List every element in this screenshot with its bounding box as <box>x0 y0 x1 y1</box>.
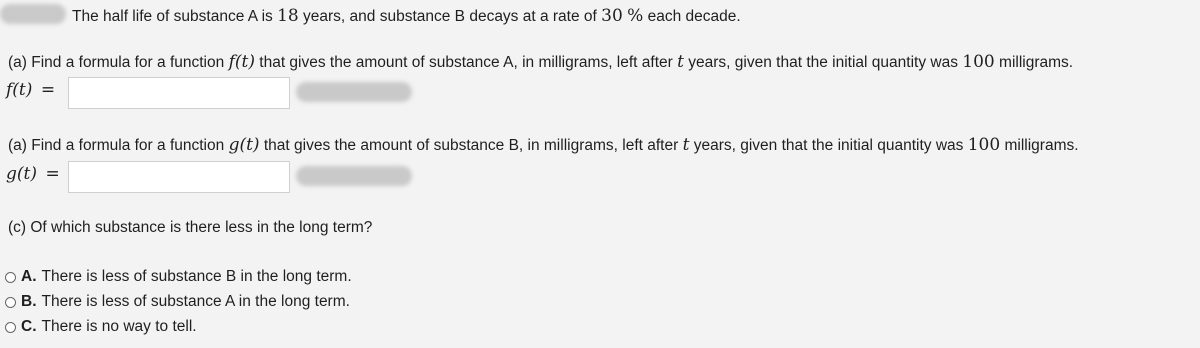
equals-sign: = <box>45 164 60 184</box>
part-a-text-2: that gives the amount of substance A, in milligrams, left after <box>259 54 673 71</box>
option-text: There is less of substance B in the long term. <box>41 268 352 285</box>
redacted-b <box>296 166 412 186</box>
equals-sign: = <box>40 80 56 100</box>
option-letter: A. <box>21 268 37 285</box>
half-life-value: 18 <box>277 6 299 26</box>
option-letter: C. <box>21 318 37 335</box>
part-b-text-3: years, given that the initial quantity was <box>693 137 964 154</box>
part-a-text-1: (a) Find a formula for a function <box>8 54 225 71</box>
part-a-unit: milligrams. <box>999 54 1074 71</box>
g-of-t-label: g(t) <box>6 164 37 184</box>
part-a-quantity: 100 <box>962 52 995 72</box>
part-b-text-2: that gives the amount of substance B, in milligrams, left after <box>263 137 679 154</box>
decay-rate-value: 30 <box>601 6 623 26</box>
radio-option-b[interactable] <box>5 297 16 308</box>
part-a-answer-label <box>6 80 55 100</box>
f-of-t-label: f(t) <box>6 80 33 100</box>
part-b-question <box>8 135 1079 155</box>
redacted-question-number <box>0 4 66 24</box>
option-a[interactable] <box>5 268 352 286</box>
part-b-quantity: 100 <box>967 135 1001 155</box>
part-b-variable: t <box>682 135 690 155</box>
part-b-answer-label <box>6 164 60 184</box>
part-a-function: f(t) <box>228 52 255 72</box>
part-a-question <box>8 52 1073 72</box>
option-text: There is less of substance A in the long term. <box>41 293 350 310</box>
option-text: There is no way to tell. <box>41 318 197 335</box>
part-a-text-3: years, given that the initial quantity was <box>688 54 958 71</box>
intro-text-1: The half life of substance A is <box>72 8 273 25</box>
option-b[interactable] <box>5 293 350 311</box>
radio-option-c[interactable] <box>5 322 16 333</box>
intro-text-3: each decade. <box>647 8 741 25</box>
percent-sign: % <box>627 6 644 26</box>
part-b-text-1: (a) Find a formula for a function <box>8 137 225 154</box>
f-of-t-input[interactable] <box>68 77 290 109</box>
part-b-function: g(t) <box>228 135 260 155</box>
problem-intro <box>72 6 741 26</box>
option-letter: B. <box>21 293 37 310</box>
part-c-question: (c) Of which substance is there less in the long term? <box>8 219 373 236</box>
option-c[interactable] <box>5 318 197 336</box>
g-of-t-input[interactable] <box>68 161 290 193</box>
redacted-a <box>296 82 412 102</box>
intro-text-2: years, and substance B decays at a rate of <box>303 8 597 25</box>
part-a-variable: t <box>677 52 684 72</box>
part-b-unit: milligrams. <box>1004 137 1079 154</box>
radio-option-a[interactable] <box>5 272 16 283</box>
